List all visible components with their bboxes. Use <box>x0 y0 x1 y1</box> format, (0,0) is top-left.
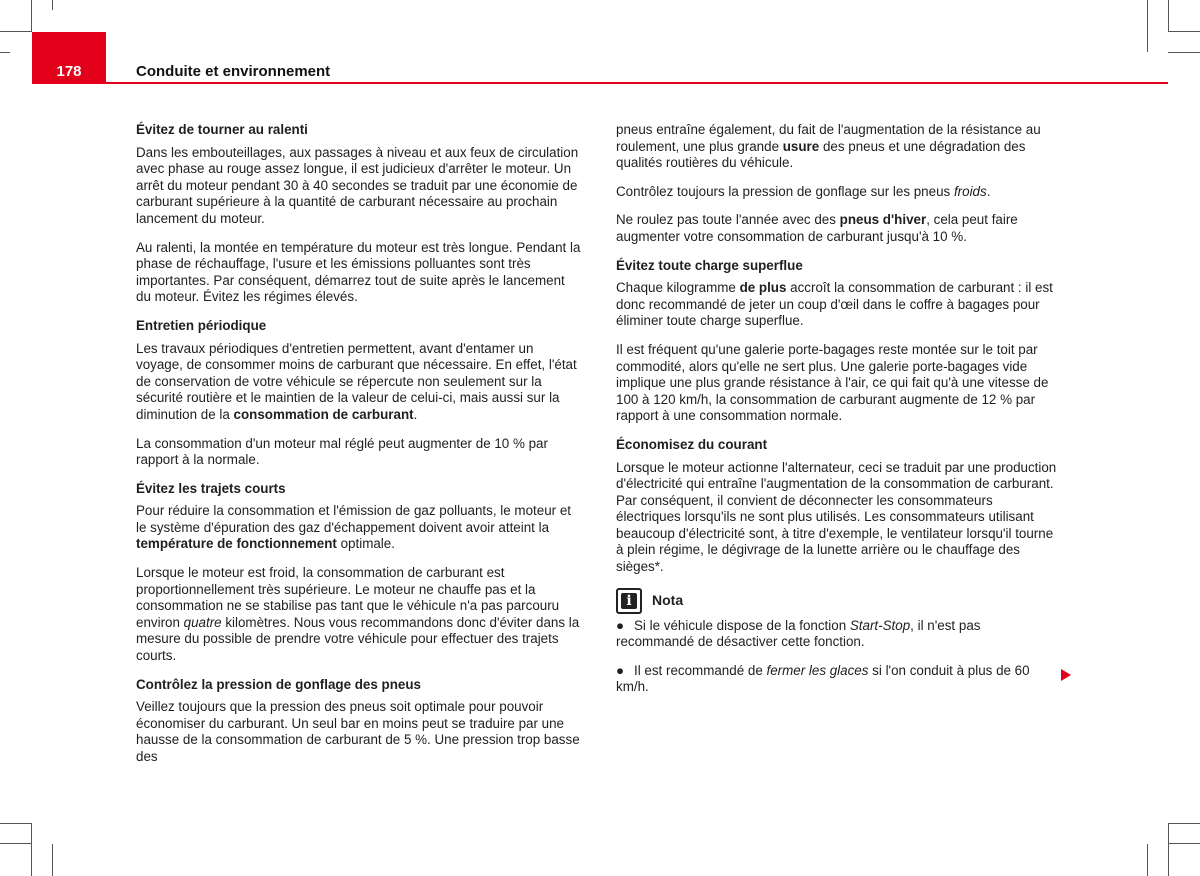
header-rule <box>106 82 1168 84</box>
crop-mark <box>1147 844 1148 876</box>
crop-mark <box>1168 52 1200 53</box>
text-run: Chaque kilogramme <box>616 280 740 296</box>
text-run: des pneus et une dégradation des qualités routières du véhicule. <box>616 138 1026 171</box>
text-run: , il n'est pas recommandé de désactiver cette fonction. <box>616 617 981 650</box>
info-icon <box>616 588 642 614</box>
bullet-icon: ● <box>616 617 625 633</box>
text-run: Lorsque le moteur est froid, la consommation de carburant est proportionnellement très supérieure. Le moteur ne chauffe pas et la consommation ne se stabilise pas tant que le véhicule n'a pas parcouru environ <box>136 565 560 630</box>
crop-mark <box>1168 0 1169 32</box>
text-run: kilomètres. Nous vous recommandons donc d'éviter dans la mesure du possible de prendre votre véhicule pour effectuer des trajets courts. <box>136 614 580 664</box>
italic-term: Start-Stop <box>849 617 911 633</box>
crop-mark <box>0 843 32 844</box>
crop-mark <box>31 0 32 32</box>
crop-mark <box>1147 0 1148 52</box>
info-icon-letter: i <box>621 593 637 609</box>
section-heading: Entretien périodique <box>136 317 267 333</box>
italic-term: quatre <box>183 614 222 630</box>
crop-mark <box>1168 823 1169 876</box>
bold-term: de plus <box>739 280 787 296</box>
text-run: . <box>986 183 991 199</box>
paragraph: La consommation d'un moteur mal réglé peut augmenter de 10 % par rapport à la normale. <box>136 435 548 468</box>
text-run: si l'on conduit à plus de 60 km/h. <box>616 662 1030 695</box>
paragraph: Veillez toujours que la pression des pneus soit optimale pour pouvoir économiser du carburant. Un seul bar en moins peut se traduire par une hausse de la consommation de carburant de 5 %. Une pression trop basse des <box>136 699 580 764</box>
bold-term: pneus d'hiver <box>839 212 927 228</box>
section-heading: Contrôlez la pression de gonflage des pneus <box>136 676 421 692</box>
bold-term: température de fonctionnement <box>136 536 337 552</box>
paragraph: Il est fréquent qu'une galerie porte-bagages reste montée sur le toit par commodité, alors qu'elle ne sert plus. Une galerie porte-bagages vide implique une plus grande résistance à l'air, ce qui fait qu'à une vitesse de 100 à 120 km/h, la consommation de carburant augmente de 12 % par rapport à une consommation normale. <box>616 341 1049 424</box>
section-heading: Évitez de tourner au ralenti <box>136 122 308 137</box>
text-run: Ne roulez pas toute l'année avec des <box>616 212 840 228</box>
section-heading: Évitez toute charge superflue <box>616 257 803 273</box>
crop-mark <box>0 52 10 53</box>
nota-label: Nota <box>652 592 684 609</box>
paragraph <box>136 565 581 665</box>
list-item <box>616 663 1061 696</box>
list-item <box>616 618 1061 651</box>
paragraph <box>136 503 581 553</box>
paragraph: Dans les embouteillages, aux passages à niveau et aux feux de circulation avec phase au rouge assez longue, il est judicieux d'arrêter le moteur. Un arrêt du moteur pendant 30 à 40 secondes se traduit par une économie de carburant supérieure à la quantité de carburant nécessaire au prochain lancement du moteur. <box>136 144 579 226</box>
paragraph: Au ralenti, la montée en température du moteur est très longue. Pendant la phase de réchauffage, l'usure et les émissions polluantes sont très importantes. Par conséquent, démarrez tout de suite après le lancement du moteur. Évitez les régimes élevés. <box>136 239 581 305</box>
nota-header <box>616 588 1061 614</box>
paragraph <box>136 341 581 424</box>
crop-mark <box>31 823 32 876</box>
paragraph: Lorsque le moteur actionne l'alternateur, ceci se traduit par une production d'électricité qui entraîne l'augmentation de la consommation de carburant. Par conséquent, il convient de déconnecter les consommateurs électriques lorsqu'ils ne sont plus utilisés. Les consommateurs utilisant beaucoup d'électricité sont, à titre d'exemple, le ventilateur lorsqu'il tourne à plein régime, le dégivrage de la lunette arrière ou le chauffage des sièges*. <box>616 459 1057 575</box>
crop-mark <box>52 0 53 10</box>
italic-term: froids <box>953 183 987 199</box>
crop-mark <box>1168 843 1200 844</box>
crop-mark <box>52 844 53 876</box>
paragraph <box>616 184 1061 201</box>
continue-arrow-icon <box>1061 669 1071 681</box>
text-run: pneus entraîne également, du fait de l'augmentation de la résistance au roulement, une plus grande <box>616 122 1041 154</box>
text-run: Contrôlez toujours la pression de gonflage sur les pneus <box>616 183 954 199</box>
text-run: Il est recommandé de <box>634 662 767 678</box>
bullet-icon: ● <box>616 662 625 678</box>
crop-mark <box>1168 31 1200 32</box>
right-column <box>616 122 1061 708</box>
crop-mark <box>0 31 32 32</box>
bold-term: usure <box>782 138 820 154</box>
italic-term: fermer les glaces <box>766 662 869 678</box>
text-run: Si le véhicule dispose de la fonction <box>634 617 850 633</box>
section-heading: Évitez les trajets courts <box>136 480 286 496</box>
left-column <box>136 122 581 778</box>
crop-mark <box>0 823 32 824</box>
paragraph <box>616 122 1061 172</box>
section-heading: Économisez du courant <box>616 436 768 452</box>
crop-mark <box>1168 823 1200 824</box>
bold-term: consommation de carburant <box>233 406 414 422</box>
text-run: Les travaux périodiques d'entretien permettent, avant d'entamer un voyage, de consommer moins de carburant que nécessaire. En effet, l'état de conservation de votre véhicule se répercute non seulement sur la sécurité routière et le maintien de la valeur de celui-ci, mais aussi sur la diminution de la <box>136 340 577 422</box>
text-run: . <box>413 406 418 422</box>
text-run: accroît la consommation de carburant : il est donc recommandé de jeter un coup d'œil dans le coffre à bagages pour éliminer toute charge superflue. <box>616 280 1053 329</box>
text-run: optimale. <box>336 536 395 552</box>
text-run: , cela peut faire augmenter votre consommation de carburant jusqu'à 10 %. <box>616 212 1018 244</box>
paragraph <box>616 280 1061 330</box>
chapter-title: Conduite et environnement <box>136 63 331 80</box>
page-number: 178 <box>56 63 82 80</box>
paragraph <box>616 212 1061 245</box>
text-run: Pour réduire la consommation et l'émission de gaz polluants, le moteur et le système d'épuration des gaz d'échappement doivent avoir atteint la <box>136 503 571 535</box>
